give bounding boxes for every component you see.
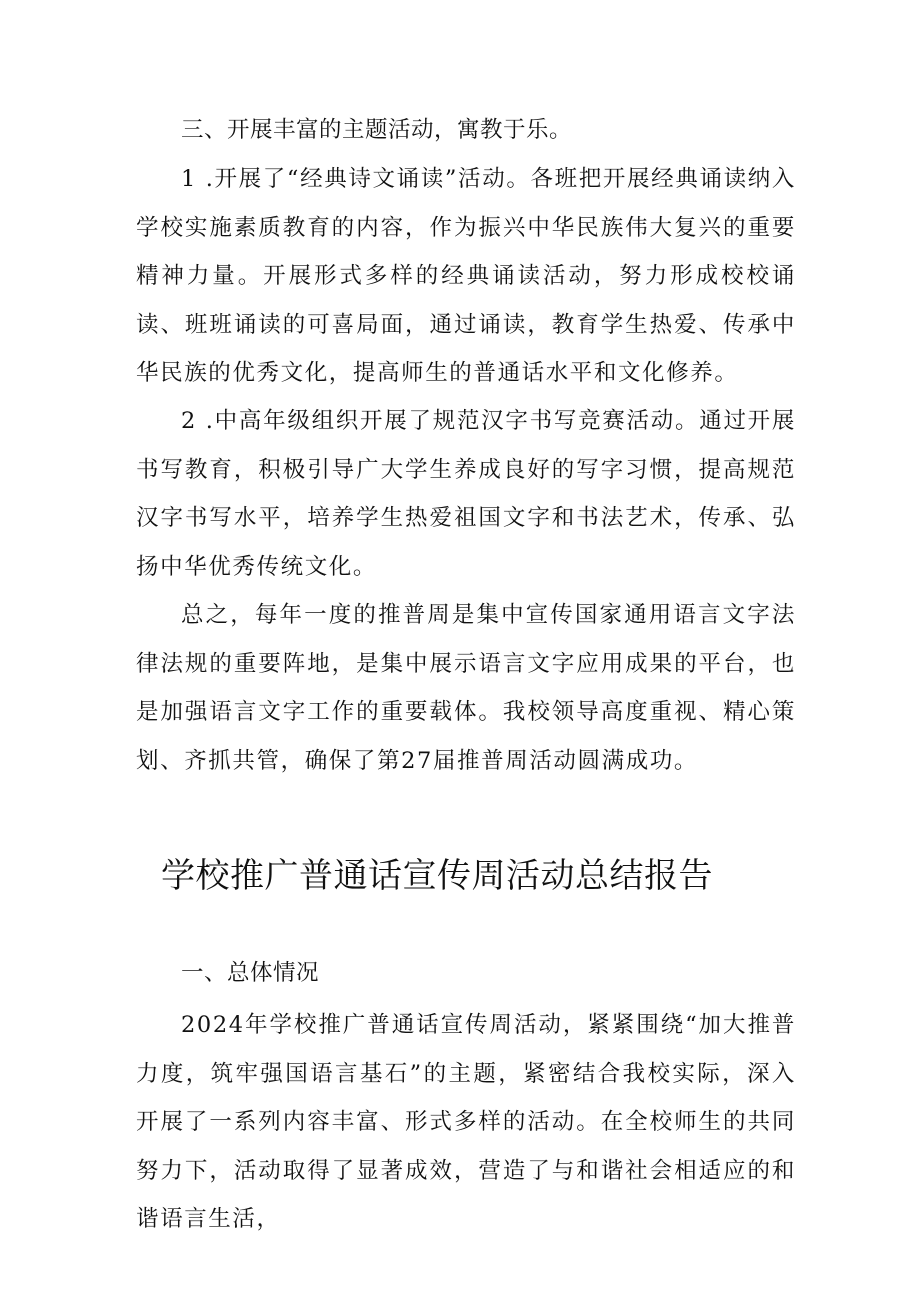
paragraph-handwriting-contest: 2 .中高年级组织开展了规范汉字书写竞赛活动。通过开展书写教育，积极引导广大学生养成良好的写字习惯，提高规范汉字书写水平，培养学生热爱祖国文字和书法艺术，传承、弘扬中华优秀传统文化。 xyxy=(136,408,796,580)
section-one-heading: 一、总体情况 xyxy=(181,960,320,986)
report-title: 学校推广普通话宣传周活动总结报告 xyxy=(161,856,713,896)
section-three-heading: 三、开展丰富的主题活动，寓教于乐。 xyxy=(181,117,573,143)
paragraph-overview: 2024年学校推广普通话宣传周活动，紧紧围绕“加大推普力度，筑牢强国语言基石”的主题，紧密结合我校实际，深入开展了一系列内容丰富、形式多样的活动。在全校师生的共同努力下，活动取得了显著成效，营造了与和谐社会相适应的和谐语言生活， xyxy=(136,1012,796,1232)
paragraph-conclusion: 总之，每年一度的推普周是集中宣传国家通用语言文字法律法规的重要阵地，是集中展示语言文字应用成果的平台，也是加强语言文字工作的重要载体。我校领导高度重视、精心策划、齐抓共管，确保了第27届推普周活动圆满成功。 xyxy=(136,602,796,774)
paragraph-classic-reading: 1 .开展了“经典诗文诵读”活动。各班把开展经典诵读纳入学校实施素质教育的内容，作为振兴中华民族伟大复兴的重要精神力量。开展形式多样的经典诵读活动，努力形成校校诵读、班班诵读的可喜局面，通过诵读，教育学生热爱、传承中华民族的优秀文化，提高师生的普通话水平和文化修养。 xyxy=(136,166,796,386)
